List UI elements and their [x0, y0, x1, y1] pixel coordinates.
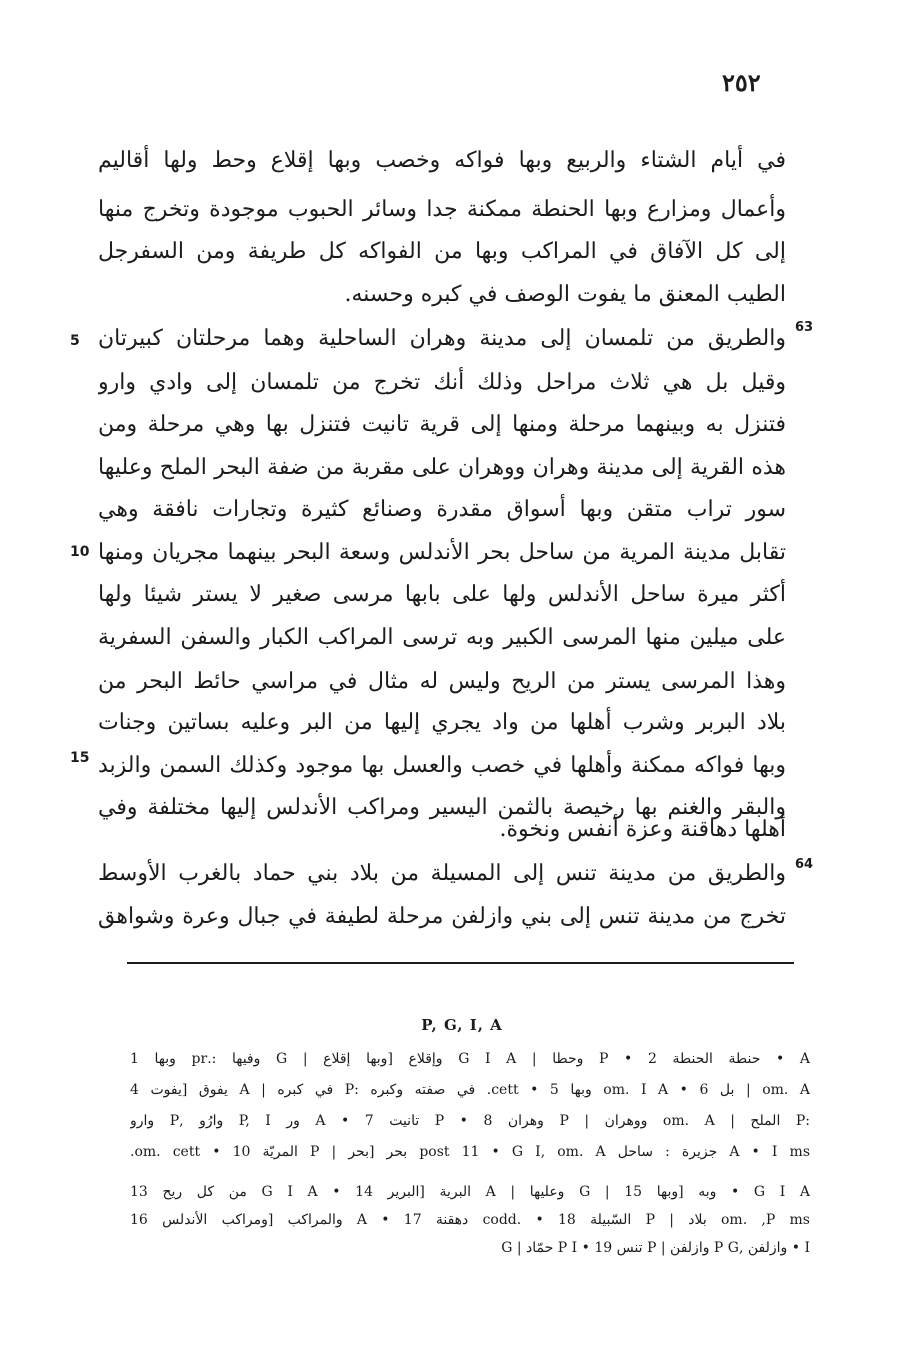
text-line: وبها فواكه ممكنة وأهلها في خصب والعسل بها موجود وكذلك السمن والزبد	[98, 753, 786, 778]
line-number: 15	[70, 750, 90, 766]
text-line: إلى كل الآفاق في المراكب وبها من الفواكه كل طريفة ومن السفرجل	[98, 239, 786, 264]
apparatus-line: om. ,P ms بلاد | P السّبيلة 18 • .codd دهقنة 17 • A والمراكب [ومراكب الأندلس 16	[130, 1212, 810, 1228]
text-line: وأعمال ومزارع وبها الحنطة ممكنة جدا وسائر الحبوب موجودة وتخرج منها	[98, 197, 786, 222]
section-number: 63	[795, 320, 814, 335]
text-line: والطريق من تلمسان إلى مدينة وهران الساحلية وهما مرحلتان كبيرتان	[98, 326, 786, 351]
text-line: فتنزل به وبينهما مرحلة ومنها إلى قرية تانيت فتنزل بها وهي مرحلة ومن	[98, 412, 786, 437]
text-line: تقابل مدينة المرية من ساحل بحر الأندلس وسعة البحر بينهما مجريان ومنها	[98, 540, 786, 565]
text-line: بلاد البربر وشرب أهلها من واد يجري إليها من البر وعليه بساتين وجنات	[98, 710, 786, 735]
manuscript-sigla: P, G, I, A	[421, 1016, 503, 1034]
text-line: على ميلين منها المرسى الكبير وبه ترسى المراكب الكبار والسفن السفرية	[98, 625, 786, 650]
footnote-rule	[127, 962, 794, 964]
text-line: سور تراب متقن وبها أسواق مقدرة وصنائع كثيرة وتجارات نافقة وهي	[98, 497, 786, 522]
line-number: 10	[70, 544, 90, 560]
text-line: وقيل بل هي ثلاث مراحل وذلك أنك تخرج من تلمسان إلى وادي وارو	[98, 370, 786, 395]
apparatus-line: A • I ms جزيرة : ساحل post 11 • G I, om. A بحر [بحر | P المريّة 10 • om. cett.	[130, 1144, 810, 1160]
page-number: ٢٥٢	[722, 68, 761, 97]
text-line: هذه القرية إلى مدينة وهران ووهران على مقربة من ضفة البحر الملح وعليها	[98, 455, 786, 480]
line-number: 5	[70, 333, 80, 349]
section-number: 64	[795, 857, 814, 872]
apparatus-line: G I A • وبه [وبها 15 | G وعليها | A البرية [البرير 14 • G I A من كل ريح 13	[130, 1184, 810, 1200]
text-line: والطريق من مدينة تنس إلى المسيلة من بلاد بني حماد بالغرب الأوسط	[98, 861, 786, 886]
text-line: تخرج من مدينة تنس إلى بني وازلفن مرحلة لطيفة في جبال وعرة وشواهق	[98, 904, 786, 929]
apparatus-line: I • وازلفن ,P G وازلفن | P تنس 19 • P I حمّاد | G	[501, 1240, 810, 1256]
apparatus-line: A • حنطة الحنطة 2 • P وحطا | G I A وإقلاع [وبها إقلاع | G وفيها :.pr وبها 1	[130, 1051, 810, 1067]
text-line: والبقر والغنم بها رخيصة بالثمن اليسير ومراكب الأندلس إليها مختلفة وفي	[98, 795, 786, 820]
apparatus-line: om. A | بل 6 • om. I A وبها 5 • cett. في صفته وكبره :P في كبره | A يفوق [يفوت 4	[130, 1082, 810, 1098]
text-line: وهذا المرسى يستر من الريح وليس له مثال في مراسي حائط البحر من	[98, 669, 786, 694]
text-line: في أيام الشتاء والربيع وبها فواكه وخصب وبها إقلاع وحط ولها أقاليم	[98, 148, 786, 173]
text-line: أكثر ميرة ساحل الأندلس ولها على بابها مرسى صغير لا يستر شيئا ولها	[98, 582, 786, 607]
apparatus-line: :P الملح | om. A ووهران | P وهران 8 • P تانيت 7 • A ور P, I وارُو ,P وارو	[130, 1113, 810, 1129]
text-line: الطيب المعنق ما يفوت الوصف في كبره وحسنه.	[344, 282, 786, 307]
text-line: أهلها دهاقنة وعزة أنفس ونخوة.	[499, 817, 786, 842]
